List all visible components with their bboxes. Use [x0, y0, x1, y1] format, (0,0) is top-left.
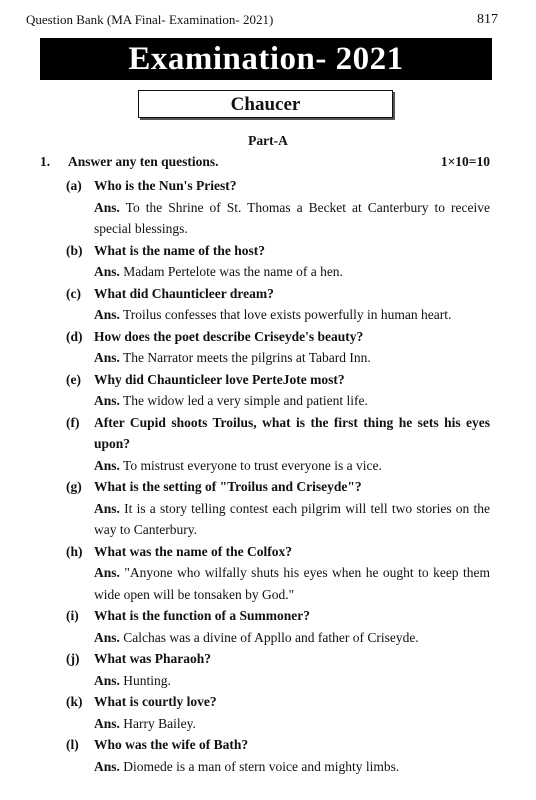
answer-tag: Ans.	[94, 393, 120, 408]
answer	[66, 562, 490, 605]
question	[66, 691, 490, 713]
question-label: (g)	[66, 479, 82, 494]
answer	[66, 197, 490, 240]
question-text: How does the poet describe Criseyde's beauty?	[94, 328, 364, 344]
page-header	[26, 12, 498, 32]
answer-tag: Ans.	[94, 307, 120, 322]
question	[66, 605, 490, 627]
question-text: What is courtly love?	[94, 694, 217, 709]
answer-tag: Ans.	[94, 672, 120, 688]
answer	[66, 713, 490, 735]
question-label: (h)	[66, 543, 83, 559]
page-number: 817	[477, 12, 498, 27]
question-item-g	[66, 476, 490, 541]
answer-text: Troilus confesses that love exists powerfully in human heart.	[123, 307, 452, 322]
question-text: Who was the wife of Bath?	[94, 737, 249, 752]
question-item-a	[66, 175, 490, 240]
question-label: (f)	[66, 414, 80, 430]
question-item-b	[66, 240, 490, 283]
answer	[66, 756, 490, 778]
question	[66, 240, 490, 262]
question	[66, 369, 490, 391]
answer-text: Madam Pertelote was the name of a hen.	[123, 264, 343, 279]
question-item-k	[66, 691, 490, 734]
part-heading: Part-A	[248, 133, 288, 148]
question-text: After Cupid shoots Troilus, what is the first thing he sets his eyes upon?	[94, 414, 490, 451]
answer-text: Diomede is a man of stern voice and mighty limbs.	[123, 758, 400, 774]
question-heading	[40, 154, 490, 174]
question	[66, 326, 490, 348]
question	[66, 175, 490, 197]
answer-text: Harry Bailey.	[123, 715, 196, 731]
answer-tag: Ans.	[94, 500, 120, 516]
question-item-c	[66, 283, 490, 326]
question-text: What did Chaunticleer dream?	[94, 285, 274, 301]
question-instruction: Answer any ten questions.	[68, 154, 219, 169]
answer	[66, 670, 490, 692]
answer	[66, 627, 490, 649]
answer-tag: Ans.	[94, 199, 120, 215]
answer-text: Calchas was a divine of Appllo and father of Criseyde.	[123, 629, 419, 645]
question	[66, 648, 490, 670]
question	[66, 283, 490, 305]
question-number: 1.	[40, 154, 51, 169]
question-item-l	[66, 734, 490, 777]
question-label: (k)	[66, 694, 83, 709]
question-text: Who is the Nun's Priest?	[94, 178, 237, 193]
exam-banner: Examination- 2021	[40, 38, 492, 80]
answer	[66, 498, 490, 541]
question-list	[66, 175, 490, 777]
question-label: (e)	[66, 371, 81, 387]
answer-text: It is a story telling contest each pilgrim will tell two stories on the way to Canterbury.	[94, 500, 491, 537]
answer	[66, 261, 490, 283]
question-item-j	[66, 648, 490, 691]
answer-tag: Ans.	[94, 350, 120, 365]
question-label: (c)	[66, 285, 81, 301]
subject-title: Chaucer	[138, 90, 393, 118]
answer-text: The widow led a very simple and patient life.	[123, 393, 368, 408]
question-item-e	[66, 369, 490, 412]
question	[66, 412, 490, 455]
question-item-h	[66, 541, 490, 606]
question-label: (i)	[66, 608, 79, 623]
question-item-f	[66, 412, 490, 477]
answer-tag: Ans.	[94, 457, 120, 473]
question-marks: 1×10=10	[440, 154, 490, 169]
answer	[66, 390, 490, 412]
answer-tag: Ans.	[94, 629, 120, 645]
question	[66, 734, 490, 756]
question-text: What is the setting of "Troilus and Criseyde"?	[94, 479, 362, 494]
running-header: Question Bank (MA Final- Examination- 2021)	[26, 12, 274, 27]
answer-text: The Narrator meets the pilgrins at Tabard Inn.	[123, 350, 371, 365]
answer-text: Hunting.	[123, 672, 171, 688]
question-text: Why did Chaunticleer love PerteJote most?	[94, 371, 345, 387]
answer-text: To the Shrine of St. Thomas a Becket at Canterbury to receive special blessings.	[94, 199, 490, 236]
answer-tag: Ans.	[94, 715, 120, 731]
answer-text: To mistrust everyone to trust everyone is a vice.	[123, 457, 382, 473]
answer-tag: Ans.	[94, 565, 120, 580]
question-label: (j)	[66, 651, 80, 666]
question-label: (d)	[66, 328, 83, 344]
question-item-i	[66, 605, 490, 648]
answer-tag: Ans.	[94, 264, 120, 279]
question-label: (l)	[66, 737, 79, 752]
question-label: (a)	[66, 178, 82, 193]
question-label: (b)	[66, 242, 83, 258]
answer	[66, 347, 490, 369]
question-text: What is the name of the host?	[94, 242, 265, 258]
question-text: What is the function of a Summoner?	[94, 608, 311, 623]
question-item-d	[66, 326, 490, 369]
answer-text: "Anyone who wilfally shuts his eyes when he ought to keep them wide open will be tonsaken by God."	[94, 565, 491, 602]
answer	[66, 455, 490, 477]
answer-tag: Ans.	[94, 758, 120, 774]
question	[66, 541, 490, 563]
question-text: What was the name of the Colfox?	[94, 543, 292, 559]
question	[66, 476, 490, 498]
question-text: What was Pharaoh?	[94, 651, 212, 666]
answer	[66, 304, 490, 326]
